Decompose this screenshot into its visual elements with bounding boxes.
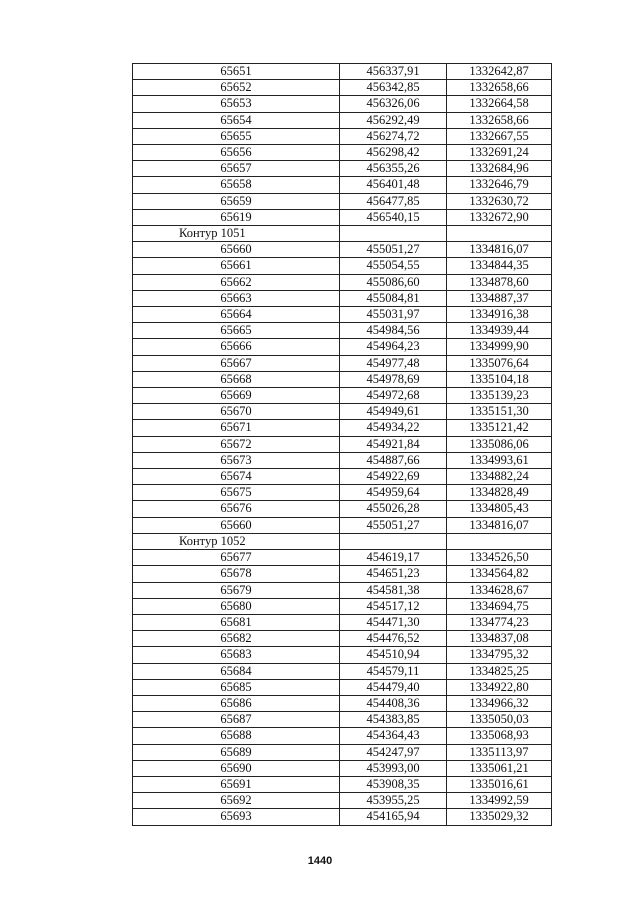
table-row bbox=[133, 177, 552, 193]
y-coordinate-cell: 1334825,25 bbox=[447, 663, 552, 679]
table-row bbox=[133, 112, 552, 128]
table-row bbox=[133, 209, 552, 225]
point-number-cell: 65677 bbox=[133, 550, 340, 566]
point-number-cell: 65690 bbox=[133, 760, 340, 776]
contour-header-row bbox=[133, 533, 552, 549]
y-coordinate-cell: 1335016,61 bbox=[447, 776, 552, 792]
y-coordinate-cell: 1334816,07 bbox=[447, 517, 552, 533]
empty-cell bbox=[340, 226, 447, 242]
x-coordinate-cell: 456337,91 bbox=[340, 64, 447, 80]
point-number-cell: 65665 bbox=[133, 323, 340, 339]
point-number-cell: 65675 bbox=[133, 485, 340, 501]
point-number-cell: 65676 bbox=[133, 501, 340, 517]
point-number-cell: 65673 bbox=[133, 452, 340, 468]
x-coordinate-cell: 454651,23 bbox=[340, 566, 447, 582]
y-coordinate-cell: 1334966,32 bbox=[447, 695, 552, 711]
y-coordinate-cell: 1334526,50 bbox=[447, 550, 552, 566]
table-row bbox=[133, 96, 552, 112]
y-coordinate-cell: 1335029,32 bbox=[447, 809, 552, 825]
table-row bbox=[133, 128, 552, 144]
y-coordinate-cell: 1332658,66 bbox=[447, 112, 552, 128]
point-number-cell: 65662 bbox=[133, 274, 340, 290]
point-number-cell: 65683 bbox=[133, 647, 340, 663]
x-coordinate-cell: 454934,22 bbox=[340, 420, 447, 436]
point-number-cell: 65691 bbox=[133, 776, 340, 792]
point-number-cell: 65692 bbox=[133, 793, 340, 809]
x-coordinate-cell: 456298,42 bbox=[340, 145, 447, 161]
y-coordinate-cell: 1332667,55 bbox=[447, 128, 552, 144]
table-row bbox=[133, 614, 552, 630]
x-coordinate-cell: 454408,36 bbox=[340, 695, 447, 711]
y-coordinate-cell: 1334882,24 bbox=[447, 469, 552, 485]
point-number-cell: 65666 bbox=[133, 339, 340, 355]
table-row bbox=[133, 420, 552, 436]
point-number-cell: 65686 bbox=[133, 695, 340, 711]
point-number-cell: 65658 bbox=[133, 177, 340, 193]
point-number-cell: 65684 bbox=[133, 663, 340, 679]
table-row bbox=[133, 323, 552, 339]
x-coordinate-cell: 456292,49 bbox=[340, 112, 447, 128]
table-row bbox=[133, 517, 552, 533]
table-row bbox=[133, 64, 552, 80]
y-coordinate-cell: 1335076,64 bbox=[447, 355, 552, 371]
point-number-cell: 65693 bbox=[133, 809, 340, 825]
table-row bbox=[133, 679, 552, 695]
x-coordinate-cell: 455086,60 bbox=[340, 274, 447, 290]
table-row bbox=[133, 809, 552, 825]
table-row bbox=[133, 550, 552, 566]
table-row bbox=[133, 371, 552, 387]
point-number-cell: 65668 bbox=[133, 371, 340, 387]
x-coordinate-cell: 454978,69 bbox=[340, 371, 447, 387]
point-number-cell: 65667 bbox=[133, 355, 340, 371]
table-row bbox=[133, 793, 552, 809]
table-row bbox=[133, 501, 552, 517]
y-coordinate-cell: 1334993,61 bbox=[447, 452, 552, 468]
table-row bbox=[133, 728, 552, 744]
table-row bbox=[133, 388, 552, 404]
point-number-cell: 65619 bbox=[133, 209, 340, 225]
table-row bbox=[133, 274, 552, 290]
point-number-cell: 65663 bbox=[133, 290, 340, 306]
y-coordinate-cell: 1334844,35 bbox=[447, 258, 552, 274]
x-coordinate-cell: 456274,72 bbox=[340, 128, 447, 144]
x-coordinate-cell: 456326,06 bbox=[340, 96, 447, 112]
x-coordinate-cell: 454476,52 bbox=[340, 631, 447, 647]
coordinates-table-body bbox=[133, 64, 552, 826]
table-row bbox=[133, 695, 552, 711]
table-row bbox=[133, 339, 552, 355]
y-coordinate-cell: 1332646,79 bbox=[447, 177, 552, 193]
table-row bbox=[133, 145, 552, 161]
x-coordinate-cell: 453993,00 bbox=[340, 760, 447, 776]
x-coordinate-cell: 454887,66 bbox=[340, 452, 447, 468]
x-coordinate-cell: 454247,97 bbox=[340, 744, 447, 760]
x-coordinate-cell: 454922,69 bbox=[340, 469, 447, 485]
y-coordinate-cell: 1334828,49 bbox=[447, 485, 552, 501]
x-coordinate-cell: 454619,17 bbox=[340, 550, 447, 566]
contour-label: Контур 1052 bbox=[133, 533, 340, 549]
table-row bbox=[133, 436, 552, 452]
table-row bbox=[133, 258, 552, 274]
x-coordinate-cell: 456342,85 bbox=[340, 80, 447, 96]
y-coordinate-cell: 1334887,37 bbox=[447, 290, 552, 306]
point-number-cell: 65659 bbox=[133, 193, 340, 209]
y-coordinate-cell: 1334922,80 bbox=[447, 679, 552, 695]
x-coordinate-cell: 455054,55 bbox=[340, 258, 447, 274]
point-number-cell: 65661 bbox=[133, 258, 340, 274]
x-coordinate-cell: 456355,26 bbox=[340, 161, 447, 177]
x-coordinate-cell: 454964,23 bbox=[340, 339, 447, 355]
x-coordinate-cell: 455031,97 bbox=[340, 307, 447, 323]
y-coordinate-cell: 1334939,44 bbox=[447, 323, 552, 339]
y-coordinate-cell: 1334992,59 bbox=[447, 793, 552, 809]
x-coordinate-cell: 454581,38 bbox=[340, 582, 447, 598]
point-number-cell: 65660 bbox=[133, 517, 340, 533]
point-number-cell: 65672 bbox=[133, 436, 340, 452]
table-row bbox=[133, 355, 552, 371]
table-row bbox=[133, 712, 552, 728]
y-coordinate-cell: 1334774,23 bbox=[447, 614, 552, 630]
point-number-cell: 65681 bbox=[133, 614, 340, 630]
x-coordinate-cell: 455051,27 bbox=[340, 517, 447, 533]
y-coordinate-cell: 1334805,43 bbox=[447, 501, 552, 517]
x-coordinate-cell: 455051,27 bbox=[340, 242, 447, 258]
y-coordinate-cell: 1334694,75 bbox=[447, 598, 552, 614]
point-number-cell: 65671 bbox=[133, 420, 340, 436]
y-coordinate-cell: 1334795,32 bbox=[447, 647, 552, 663]
table-row bbox=[133, 290, 552, 306]
point-number-cell: 65656 bbox=[133, 145, 340, 161]
point-number-cell: 65685 bbox=[133, 679, 340, 695]
table-row bbox=[133, 485, 552, 501]
x-coordinate-cell: 456540,15 bbox=[340, 209, 447, 225]
point-number-cell: 65651 bbox=[133, 64, 340, 80]
y-coordinate-cell: 1332642,87 bbox=[447, 64, 552, 80]
x-coordinate-cell: 454949,61 bbox=[340, 404, 447, 420]
point-number-cell: 65657 bbox=[133, 161, 340, 177]
page-number: 1440 bbox=[307, 855, 333, 867]
table-row bbox=[133, 404, 552, 420]
y-coordinate-cell: 1335121,42 bbox=[447, 420, 552, 436]
empty-cell bbox=[340, 533, 447, 549]
point-number-cell: 65687 bbox=[133, 712, 340, 728]
y-coordinate-cell: 1332672,90 bbox=[447, 209, 552, 225]
y-coordinate-cell: 1335139,23 bbox=[447, 388, 552, 404]
y-coordinate-cell: 1335113,97 bbox=[447, 744, 552, 760]
x-coordinate-cell: 456401,48 bbox=[340, 177, 447, 193]
x-coordinate-cell: 454479,40 bbox=[340, 679, 447, 695]
x-coordinate-cell: 454383,85 bbox=[340, 712, 447, 728]
x-coordinate-cell: 454471,30 bbox=[340, 614, 447, 630]
x-coordinate-cell: 454364,43 bbox=[340, 728, 447, 744]
table-row bbox=[133, 307, 552, 323]
table-row bbox=[133, 663, 552, 679]
point-number-cell: 65670 bbox=[133, 404, 340, 420]
point-number-cell: 65680 bbox=[133, 598, 340, 614]
point-number-cell: 65688 bbox=[133, 728, 340, 744]
coordinates-table bbox=[132, 63, 552, 826]
x-coordinate-cell: 454921,84 bbox=[340, 436, 447, 452]
empty-cell bbox=[447, 226, 552, 242]
table-row bbox=[133, 744, 552, 760]
point-number-cell: 65678 bbox=[133, 566, 340, 582]
x-coordinate-cell: 454959,64 bbox=[340, 485, 447, 501]
y-coordinate-cell: 1334564,82 bbox=[447, 566, 552, 582]
x-coordinate-cell: 456477,85 bbox=[340, 193, 447, 209]
y-coordinate-cell: 1335104,18 bbox=[447, 371, 552, 387]
y-coordinate-cell: 1335050,03 bbox=[447, 712, 552, 728]
y-coordinate-cell: 1332630,72 bbox=[447, 193, 552, 209]
point-number-cell: 65669 bbox=[133, 388, 340, 404]
table-row bbox=[133, 582, 552, 598]
table-row bbox=[133, 598, 552, 614]
table-row bbox=[133, 452, 552, 468]
point-number-cell: 65655 bbox=[133, 128, 340, 144]
x-coordinate-cell: 454972,68 bbox=[340, 388, 447, 404]
y-coordinate-cell: 1334916,38 bbox=[447, 307, 552, 323]
table-row bbox=[133, 647, 552, 663]
table-row bbox=[133, 161, 552, 177]
point-number-cell: 65652 bbox=[133, 80, 340, 96]
point-number-cell: 65689 bbox=[133, 744, 340, 760]
point-number-cell: 65654 bbox=[133, 112, 340, 128]
point-number-cell: 65660 bbox=[133, 242, 340, 258]
y-coordinate-cell: 1335068,93 bbox=[447, 728, 552, 744]
y-coordinate-cell: 1332691,24 bbox=[447, 145, 552, 161]
x-coordinate-cell: 455084,81 bbox=[340, 290, 447, 306]
x-coordinate-cell: 454977,48 bbox=[340, 355, 447, 371]
y-coordinate-cell: 1332664,58 bbox=[447, 96, 552, 112]
x-coordinate-cell: 453955,25 bbox=[340, 793, 447, 809]
table-row bbox=[133, 760, 552, 776]
y-coordinate-cell: 1334837,08 bbox=[447, 631, 552, 647]
table-row bbox=[133, 566, 552, 582]
x-coordinate-cell: 454984,56 bbox=[340, 323, 447, 339]
point-number-cell: 65682 bbox=[133, 631, 340, 647]
point-number-cell: 65674 bbox=[133, 469, 340, 485]
x-coordinate-cell: 453908,35 bbox=[340, 776, 447, 792]
y-coordinate-cell: 1334999,90 bbox=[447, 339, 552, 355]
table-row bbox=[133, 193, 552, 209]
x-coordinate-cell: 455026,28 bbox=[340, 501, 447, 517]
y-coordinate-cell: 1332684,96 bbox=[447, 161, 552, 177]
y-coordinate-cell: 1334878,60 bbox=[447, 274, 552, 290]
table-row bbox=[133, 242, 552, 258]
x-coordinate-cell: 454510,94 bbox=[340, 647, 447, 663]
y-coordinate-cell: 1335151,30 bbox=[447, 404, 552, 420]
y-coordinate-cell: 1334816,07 bbox=[447, 242, 552, 258]
y-coordinate-cell: 1335061,21 bbox=[447, 760, 552, 776]
x-coordinate-cell: 454165,94 bbox=[340, 809, 447, 825]
point-number-cell: 65653 bbox=[133, 96, 340, 112]
x-coordinate-cell: 454579,11 bbox=[340, 663, 447, 679]
point-number-cell: 65664 bbox=[133, 307, 340, 323]
y-coordinate-cell: 1334628,67 bbox=[447, 582, 552, 598]
y-coordinate-cell: 1335086,06 bbox=[447, 436, 552, 452]
empty-cell bbox=[447, 533, 552, 549]
y-coordinate-cell: 1332658,66 bbox=[447, 80, 552, 96]
table-row bbox=[133, 631, 552, 647]
point-number-cell: 65679 bbox=[133, 582, 340, 598]
contour-header-row bbox=[133, 226, 552, 242]
x-coordinate-cell: 454517,12 bbox=[340, 598, 447, 614]
table-row bbox=[133, 80, 552, 96]
table-row bbox=[133, 469, 552, 485]
contour-label: Контур 1051 bbox=[133, 226, 340, 242]
table-row bbox=[133, 776, 552, 792]
